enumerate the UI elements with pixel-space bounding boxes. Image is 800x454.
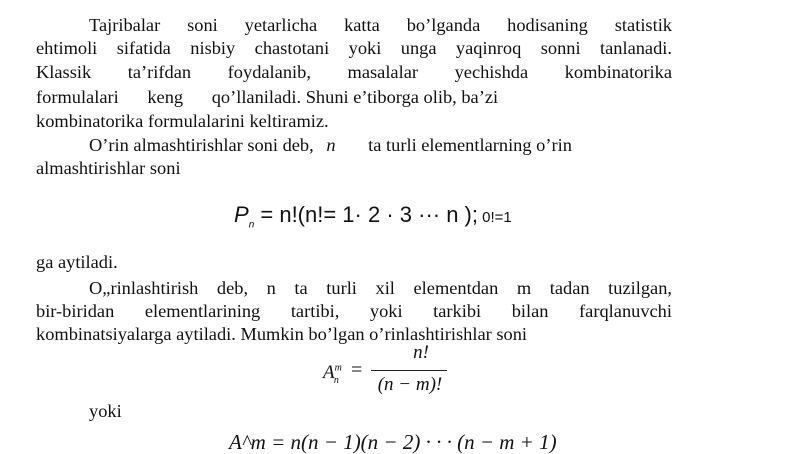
formula-arrangements <box>318 338 458 402</box>
text-ta-turli: ta turli elementlarning o’rin <box>368 135 572 155</box>
word-formulalari: formulalari <box>36 87 119 107</box>
formula-permutations <box>234 201 512 239</box>
paragraph-1-line-5: kombinatorika formulalarini keltiramiz. <box>36 111 329 131</box>
formula-2-lhs: $A^m_n$ <box>323 362 342 386</box>
paragraph-2-line-2: almashtirishlar soni <box>36 158 181 178</box>
paragraph-1-line-4 <box>36 86 636 108</box>
paragraph-1-line-2: ehtimoli sifatida nisbiy chastotani yoki unga yaqinroq sonni tanlanadi. <box>36 38 672 58</box>
text-orin-almashtirish: O’rin almashtirishlar soni deb, <box>89 135 314 155</box>
formula-1-body: n!(n!= 1· 2 · 3 ··· n ); <box>279 202 478 227</box>
fraction-bar <box>371 370 447 371</box>
formula-1-extra: 0!=1 <box>478 209 512 226</box>
formula-1-lhs: P <box>234 202 249 227</box>
formula-1-subscript: n <box>248 219 255 231</box>
formula-2-equals: = <box>351 359 363 381</box>
formula-1-equals: = <box>254 202 280 227</box>
word-qollaniladi: qo’llaniladi. <box>211 87 302 107</box>
paragraph-3-line-1: ga aytiladi. <box>36 252 118 272</box>
formula-2-denominator: (n − m)! <box>377 374 443 395</box>
formula-2-numerator: n! <box>413 342 429 363</box>
paragraph-1-line-1: Tajribalar soni yetarlicha katta bo’lganda hodisaning statistik <box>89 15 672 35</box>
formula-arrangements-product: A^m = n(n − 1)(n − 2) · · · (n − m + 1) <box>229 430 557 454</box>
paragraph-4-line-2: bir-biridan elementlarining tartibi, yoki tarkibi bilan farqlanuvchi <box>36 301 672 321</box>
phrase-shuni: Shuni e’tiborga olib, ba’zi <box>305 87 499 107</box>
paragraph-2-line-1 <box>89 134 672 156</box>
paragraph-4-line-3: kombinatsiyalarga aytiladi. Mumkin bo’lgan o’rinlashtirishlar soni <box>36 324 528 344</box>
paragraph-5-line-1: yoki <box>89 401 122 421</box>
variable-n: n <box>326 135 336 155</box>
paragraph-4-line-1: O„rinlashtirish deb, n ta turli xil elementdan m tadan tuzilgan, <box>89 278 672 298</box>
word-keng: keng <box>147 87 184 107</box>
paragraph-1-line-3: Klassik ta’rifdan foydalanib, masalalar yechishda kombinatorika <box>36 62 672 82</box>
